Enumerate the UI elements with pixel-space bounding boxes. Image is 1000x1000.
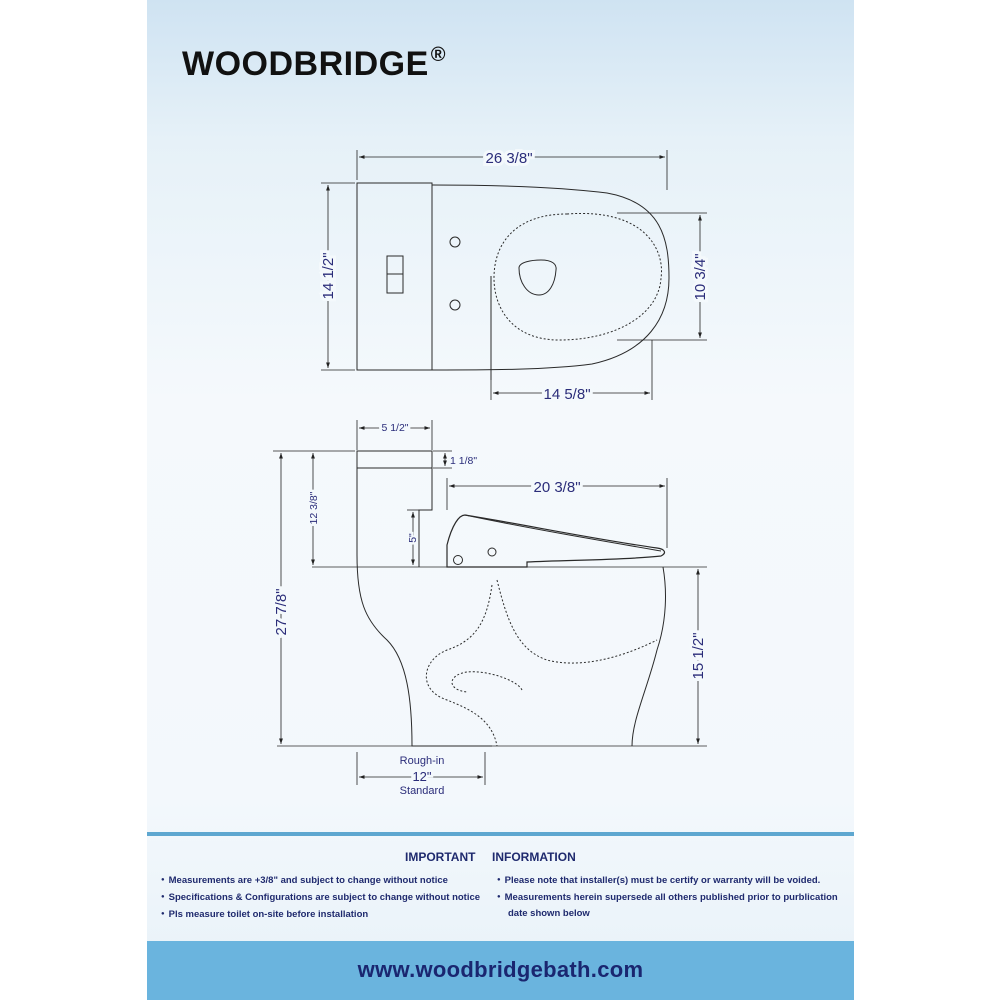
- side-view: [277, 451, 707, 746]
- tank-lid-outline: [357, 451, 432, 468]
- rim-height-label: 15 1/2": [690, 632, 707, 680]
- side-view-dimensions: [273, 420, 698, 785]
- overall-length-label: 26 3/8": [485, 150, 533, 167]
- info-left-column: [161, 872, 480, 923]
- tank-top-outline: [357, 183, 432, 370]
- lid-thickness-label: 1 1/8": [450, 455, 478, 467]
- info-item: ● Pls measure toilet on-site before installation: [161, 906, 480, 923]
- top-view: [357, 183, 669, 380]
- info-item-continuation: date shown below: [508, 908, 590, 919]
- info-item: ● Measurements are +3/8" and subject to change without notice: [161, 872, 480, 889]
- mount-hole-lower: [450, 300, 460, 310]
- rough-in-note: Standard: [399, 785, 445, 797]
- trapway-dotted: [426, 580, 657, 746]
- info-heading-important: IMPORTANT: [405, 850, 476, 864]
- important-information: [147, 836, 854, 926]
- tank-depth-label: 5 1/2": [381, 422, 409, 434]
- brand-name: WOODBRIDGE: [182, 45, 429, 83]
- seat-opening-outline: [519, 260, 556, 295]
- top-view-dimensions: [321, 150, 707, 400]
- registered-mark: ®: [430, 44, 447, 66]
- bidet-hinge: [488, 548, 496, 556]
- info-right-column: [497, 872, 838, 922]
- info-item: ● Specifications & Configurations are subject to change without notice: [161, 889, 480, 906]
- tank-above-seat-label: 12 3/8": [308, 491, 320, 525]
- bidet-control-knob: [454, 556, 463, 565]
- website-link[interactable]: www.woodbridgebath.com: [357, 957, 644, 982]
- info-item: ● Measurements herein supersede all others published prior to purblication: [497, 889, 838, 906]
- rough-in-value: 12": [412, 769, 432, 784]
- footer-band: [147, 941, 854, 1000]
- bowl-length-label: 14 5/8": [543, 386, 591, 403]
- seat-length-label: 20 3/8": [533, 479, 581, 496]
- overall-width-label: 14 1/2": [320, 252, 337, 300]
- bowl-width-label: 10 3/4": [692, 253, 709, 301]
- mount-hole-upper: [450, 237, 460, 247]
- overall-height-label: 27 7/8": [273, 588, 290, 636]
- rough-in-label: Rough-in: [399, 755, 445, 767]
- toilet-side-outline: [357, 468, 665, 746]
- spec-sheet: [147, 0, 854, 1000]
- seat-dotted-outline: [494, 213, 662, 340]
- bidet-seat-outline: [447, 515, 664, 567]
- info-item: ● Please note that installer(s) must be certify or warranty will be voided.: [497, 872, 838, 889]
- info-heading-information: INFORMATION: [492, 850, 576, 864]
- seat-height-label: 5": [407, 533, 419, 543]
- toilet-technical-drawing: [147, 0, 854, 830]
